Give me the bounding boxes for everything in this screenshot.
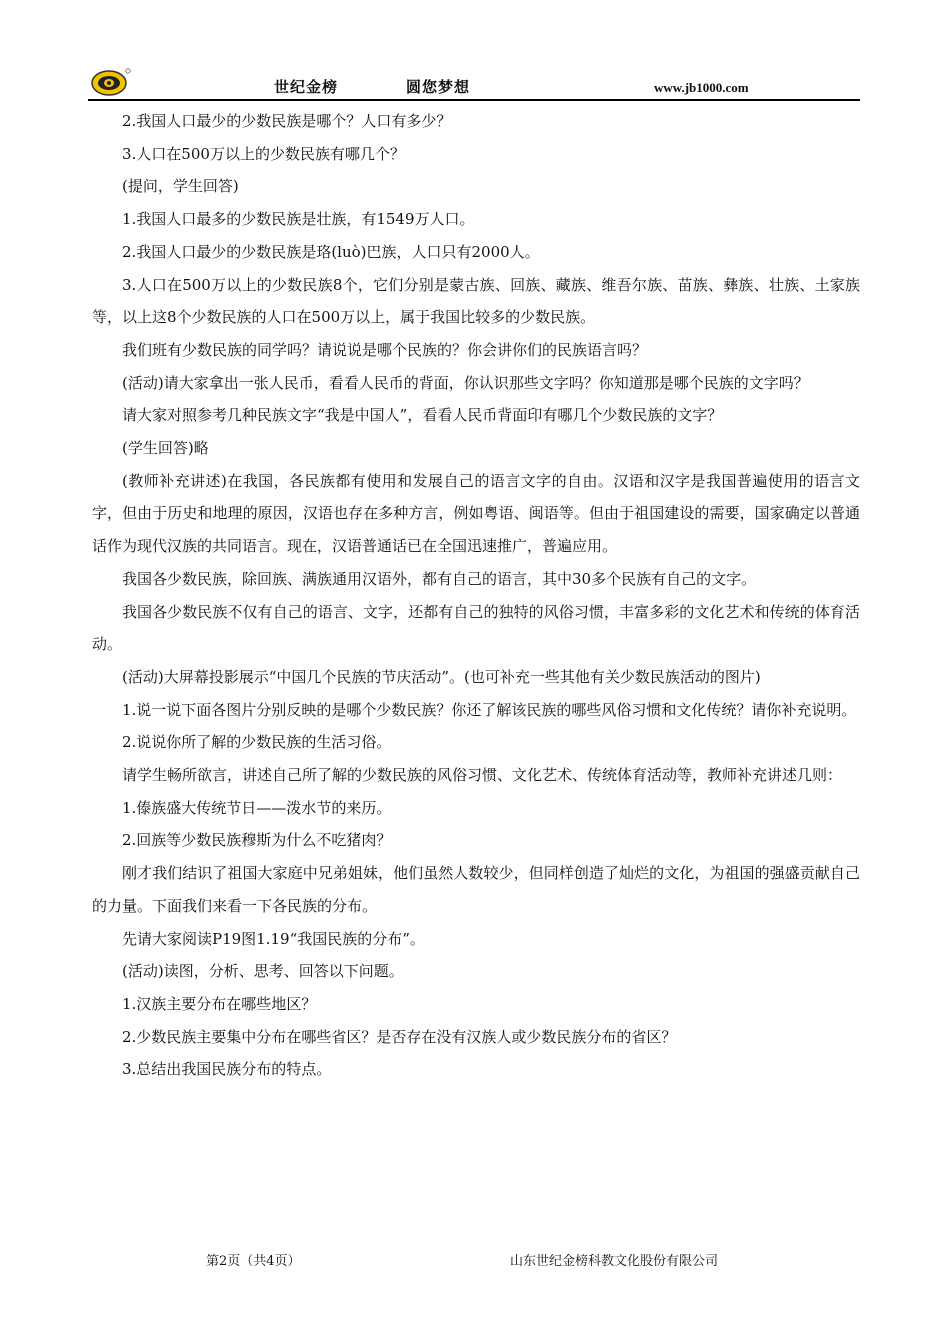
paragraph: 请大家对照参考几种民族文字“我是中国人”，看看人民币背面印有哪几个少数民族的文字？ bbox=[122, 406, 723, 425]
paragraph: 2.回族等少数民族穆斯为什么不吃猪肉？ bbox=[122, 831, 392, 850]
header-title: 世纪金榜 bbox=[274, 78, 339, 96]
paragraph: 1.傣族盛大传统节日——泼水节的来历。 bbox=[122, 798, 392, 817]
paragraph: 2.少数民族主要集中分布在哪些省区？是否存在没有汉族人或少数民族分布的省区？ bbox=[122, 1027, 677, 1046]
paragraph: 3.总结出我国民族分布的特点。 bbox=[122, 1060, 332, 1079]
logo-icon bbox=[90, 66, 132, 98]
paragraph: (提问，学生回答) bbox=[122, 177, 239, 196]
paragraph: 1.我国人口最多的少数民族是壮族，有1549万人口。 bbox=[122, 210, 475, 229]
header-divider bbox=[88, 99, 860, 101]
paragraph: 我国各少数民族，除回族、满族通用汉语外，都有自己的语言，其中30多个民族有自己的文字。 bbox=[122, 569, 757, 588]
page-number: 第2页（共4页） bbox=[206, 1254, 301, 1269]
page-header bbox=[88, 64, 860, 102]
paragraph: 3.人口在500万以上的少数民族有哪几个？ bbox=[122, 144, 405, 163]
paragraph: 刚才我们结识了祖国大家庭中兄弟姐妹，他们虽然人数较少，但同样创造了灿烂的文化，为祖国的强盛贡献自己的力量。下面我们来看一下各民族的分布。 bbox=[92, 864, 860, 915]
paragraph: 我国各少数民族不仅有自己的语言、文字，还都有自己的独特的风俗习惯，丰富多彩的文化艺术和传统的体育活动。 bbox=[92, 602, 860, 654]
paragraph: (教师补充讲述)在我国，各民族都有使用和发展自己的语言文字的自由。汉语和汉字是我国普遍使用的语言文字，但由于历史和地理的原因，汉语也存在多种方言，例如粤语、闽语等。但由于祖国建设的需要，国家确定以普通话作为现代汉族的共同语言。现在，汉语普通话已在全国迅速推广，普遍应用。 bbox=[92, 471, 860, 556]
paragraph: (活动)读图，分析、思考、回答以下问题。 bbox=[122, 962, 404, 981]
paragraph: 2.我国人口最少的少数民族是哪个？人口有多少？ bbox=[122, 112, 452, 130]
paragraph: (学生回答)略 bbox=[122, 439, 209, 458]
paragraph: 2.我国人口最少的少数民族是珞(luò)巴族，人口只有2000人。 bbox=[122, 242, 540, 261]
paragraph: 请学生畅所欲言，讲述自己所了解的少数民族的风俗习惯、文化艺术、传统体育活动等，教师补充讲述几则： bbox=[122, 766, 843, 785]
paragraph: 3.人口在500万以上的少数民族8个，它们分别是蒙古族、回族、藏族、维吾尔族、苗族、彝族、壮族、土家族等，以上这8个少数民族的人口在500万以上，属于我国比较多的少数民族。 bbox=[92, 275, 860, 327]
paragraph: (活动)大屏幕投影展示“中国几个民族的节庆活动”。(也可补充一些其他有关少数民族活动的图片) bbox=[122, 667, 761, 686]
paragraph: 2.说说你所了解的少数民族的生活习俗。 bbox=[122, 733, 392, 752]
paragraph: (活动)请大家拿出一张人民币，看看人民币的背面，你认识那些文字吗？你知道那是哪个民族的文字吗？ bbox=[122, 373, 809, 392]
document-body bbox=[92, 105, 860, 1086]
header-slogan: 圆您梦想 bbox=[406, 78, 471, 96]
paragraph: 1.说一说下面各图片分别反映的是哪个少数民族？你还了解该民族的哪些风俗习惯和文化传统？请你补充说明。 bbox=[122, 700, 857, 719]
header-url: www.jb1000.com bbox=[654, 80, 749, 95]
paragraph: 1.汉族主要分布在哪些地区？ bbox=[122, 994, 317, 1013]
paragraph: 先请大家阅读P19图1.19“我国民族的分布”。 bbox=[122, 929, 425, 948]
paragraph: 我们班有少数民族的同学吗？请说说是哪个民族的？你会讲你们的民族语言吗？ bbox=[122, 340, 648, 359]
footer-company: 山东世纪金榜科教文化股份有限公司 bbox=[510, 1254, 719, 1269]
